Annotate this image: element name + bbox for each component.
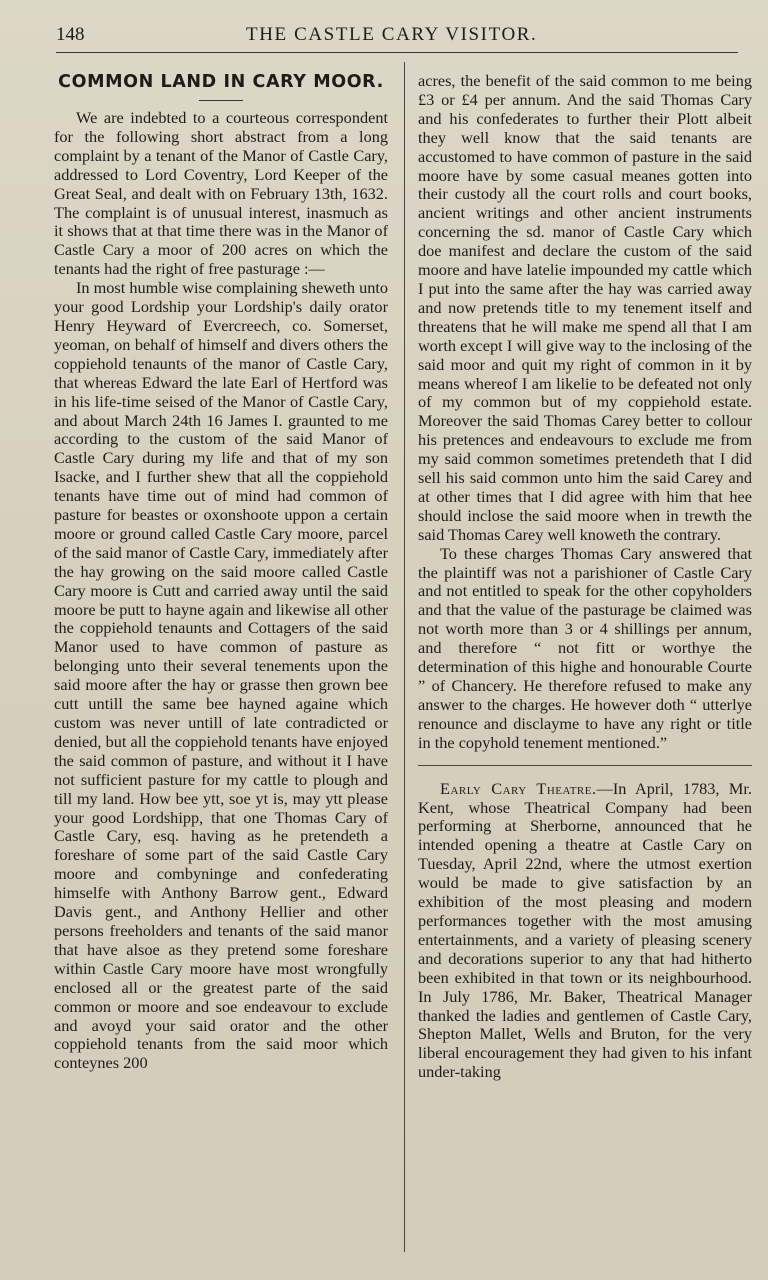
left-column (54, 72, 388, 1073)
complaint-text-part2: acres, the benefit of the said common to me being £3 or £4 per annum. And the said Thomas Cary and his confederates to further their Plott albeit they well know that the said tenants are accustomed to have common of pasture in the said moore have by some casual meanes gotten into their custody all the court rolls and court books, ancient writings and other ancient instruments concerning the sd. manor of Castle Cary which doe manifest and declare the custom of the said moore and have latelie impounded my cattle which I put into the same after the hay was carried away and now pretends title to my tenement itself and threatens that he will make me spend all that I am worth except I will give way to the inclosing of the said moor and quit my right of common in it by means whereof I am likelie to be defeated not only of my common but of my coppiehold estate. Moreover the said Thomas Carey better to collour his pretences and endeavours to exclude me from my said common sometimes pretendeth that I did sell his said common unto him the said Carey and at other times that I did agree with him that hee should inclose the said moore when in trewth the said Thomas Carey well knoweth the contrary. (418, 71, 752, 544)
title-rule (199, 100, 243, 101)
page-number: 148 (56, 24, 85, 45)
article-intro: We are indebted to a courteous correspondent for the following short abstract from a long complaint by a tenant of the Manor of Castle Cary, addressed to Lord Coventry, Lord Keeper of the Great Seal, and dealt with on February 13th, 1632. The complaint is of unusual interest, inasmuch as it shows that at that time there was in the Manor of Castle Cary a moor of 200 acres on which the tenants had the right of free pasturage :— (54, 108, 388, 279)
article-title: COMMON LAND IN CARY MOOR. (58, 72, 384, 92)
theatre-note (418, 780, 752, 1083)
answer-paragraph: To these charges Thomas Cary answered that the plaintiff was not a parishioner of Castle Cary and not entitled to speak for the other copyholders and that the value of the pasturage be claimed was not worth more than 3 or 4 shillings per annum, and therefore “ not fitt or worthye the determination of this highe and honourable Courte ” of Chancery. He therefore refused to make any answer to the charges. He however doth “ utterlye renounce and disclayme to have any right or title in the copyhold tenement mentioned.” (418, 543, 752, 752)
column-divider (404, 62, 405, 1252)
theatre-note-text: —In April, 1783, Mr. Kent, whose Theatrical Company had been performing at Sherborne, announced that he intended opening a theatre at Castle Cary on Tuesday, April 22nd, where the utmost exertion would be made to give satisfaction by an exhibition of the most pleasing and modern performances together with the most amusing entertainments, and a variety of pleasing scenery and decorations superior to any that had hitherto been exhibited in that town or its neighbourhood. In July 1786, Mr. Baker, Theatrical Manager thanked the ladies and gentlemen of Castle Cary, Shepton Mallet, Wells and Bruton, for the very liberal encouragement they had given to his infant under-taking (418, 778, 753, 1082)
right-column (418, 72, 752, 1082)
page-header (56, 22, 738, 53)
running-title: THE CASTLE CARY VISITOR. (246, 24, 538, 45)
section-rule (418, 765, 752, 766)
theatre-note-lead: Early Cary Theatre. (440, 778, 597, 798)
complaint-text-part1: In most humble wise complaining sheweth unto your good Lordship your Lordship's daily orator Henry Heyward of Evercreech, co. Somerset, yeoman, on behalf of himself and divers others the coppiehold tenaunts of the manor of Castle Cary, that whereas Edward the late Earl of Hertford was in his life-time seised of the Manor of Castle Cary, and about March 24th 16 James I. graunted to me according to the custom of the said Manor of Castle Cary during my life and that of my son Isacke, and I further shew that all the coppiehold tenants have time out of mind had common of pasture for beastes or oxonshoote uppon a certain moore or ground called Castle Cary moore, parcel of the said manor of Castle Cary, immediately after the hay growing on the said moore called Castle Cary moore is Cutt and carried away until the said moore be putt to hayne again and likewise all other the coppiehold tenaunts and Cottagers of the said Manor used to have common of pasture as belonging unto their several tenements upon the said moore after the hay or grasse then grown bee cutt untill the same bee hayned againe which custom was never untill of late contradicted or denied, but all the coppiehold tenants have enjoyed the said common of pasture, and without it I have not sufficient pasture for my cattle to plough and till my land. How bee ytt, soe yt is, may ytt please your good Lordshipp, that one Thomas Cary of Castle Cary, esq. having as he pretendeth a foreshare of some part of the said Castle Cary moore and combyninge and confederating himselfe with Anthony Barrow gent., Edward Davis gent., and Anthony Hellier and other persons freeholders and tenants of the said manor that have alsoe as they pretend some foreshare within Castle Cary moore have most wrongfully enclosed all or the greatest parte of the said common or moore and soe endeavour to exclude and avoyd your said orator and the other coppiehold tenants from the said moor which conteynes 200 (54, 278, 389, 1073)
